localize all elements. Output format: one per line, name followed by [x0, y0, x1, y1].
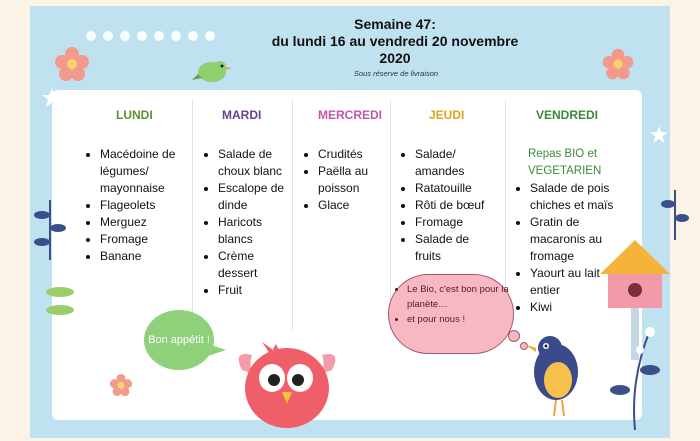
cloud-text: • et pour nous ! [407, 312, 513, 327]
day-heading: LUNDI [116, 108, 153, 122]
day-column-mardi [200, 108, 292, 299]
list-item: • Crudités [318, 146, 392, 163]
day-heading: VENDREDI [536, 108, 599, 122]
bio-thought-cloud [388, 274, 514, 354]
list-item: • Merguez [100, 214, 192, 231]
menu-list [82, 146, 192, 265]
delivery-note: Sous réserve de livraison [353, 69, 439, 78]
day-heading: MARDI [222, 108, 262, 122]
list-item: • Yaourt au lait entier [530, 265, 627, 299]
leaf-branch-icon [30, 200, 70, 260]
day-heading: JEUDI [429, 108, 465, 122]
title-year: 2020 [379, 50, 411, 66]
list-item: • Crème dessert [218, 248, 292, 282]
bon-appetit-bubble [144, 310, 214, 370]
star-icon [650, 126, 668, 144]
list-item: • Flageolets [100, 197, 192, 214]
day-column-lundi [82, 108, 192, 265]
list-item: • Haricots blancs [218, 214, 292, 248]
list-item: • Escalope de dinde [218, 180, 292, 214]
list-item: • Ratatouille [415, 180, 497, 197]
flower-icon [52, 44, 92, 84]
list-item: • Salade de choux blanc [218, 146, 292, 180]
list-item: • Fromage [100, 231, 192, 248]
leaf-branch-icon [660, 190, 690, 240]
list-item: • Glace [318, 197, 392, 214]
menu-list [200, 146, 292, 299]
flower-icon [600, 46, 636, 82]
bird-icon [520, 328, 590, 418]
menu-list [397, 146, 497, 265]
list-item: • Paëlla au poisson [318, 163, 392, 197]
page-title [245, 16, 545, 67]
list-item: • Salade de fruits [415, 231, 497, 265]
flower-icon [108, 372, 134, 398]
star-icon [42, 88, 62, 108]
column-divider [192, 100, 193, 330]
list-item: • Salade/ amandes [415, 146, 497, 180]
cloud-tail [508, 330, 520, 342]
list-item: • Macédoine de légumes/ mayonnaise [100, 146, 192, 197]
day-column-mercredi [300, 108, 392, 214]
day-heading: MERCREDI [318, 108, 383, 122]
bio-vegetarian-note: Repas BIO et VEGETARIEN [528, 148, 602, 177]
list-item: • Rôti de bœuf [415, 197, 497, 214]
list-item: • Gratin de macaronis au fromage [530, 214, 627, 265]
column-divider [292, 100, 293, 330]
flower-branch-icon [600, 320, 670, 430]
list-item: • Banane [100, 248, 192, 265]
list-item: • Kiwi [530, 299, 627, 316]
small-bird-icon [192, 56, 232, 88]
owl-icon [232, 330, 342, 430]
bon-appetit-text: Bon appétit ! [148, 333, 210, 346]
menu-list [300, 146, 392, 214]
cloud-text: • Le Bio, c'est bon pour la planète… [407, 282, 513, 312]
title-week: Semaine 47: [354, 16, 436, 32]
title-dates: du lundi 16 au vendredi 20 novembre [271, 33, 519, 49]
decorative-dots [86, 28, 222, 46]
list-item: • Fromage [415, 214, 497, 231]
leaf-branch-icon [40, 280, 80, 330]
list-item: • Salade de pois chiches et maïs [530, 180, 627, 214]
day-column-jeudi [397, 108, 497, 265]
list-item: • Fruit [218, 282, 292, 299]
